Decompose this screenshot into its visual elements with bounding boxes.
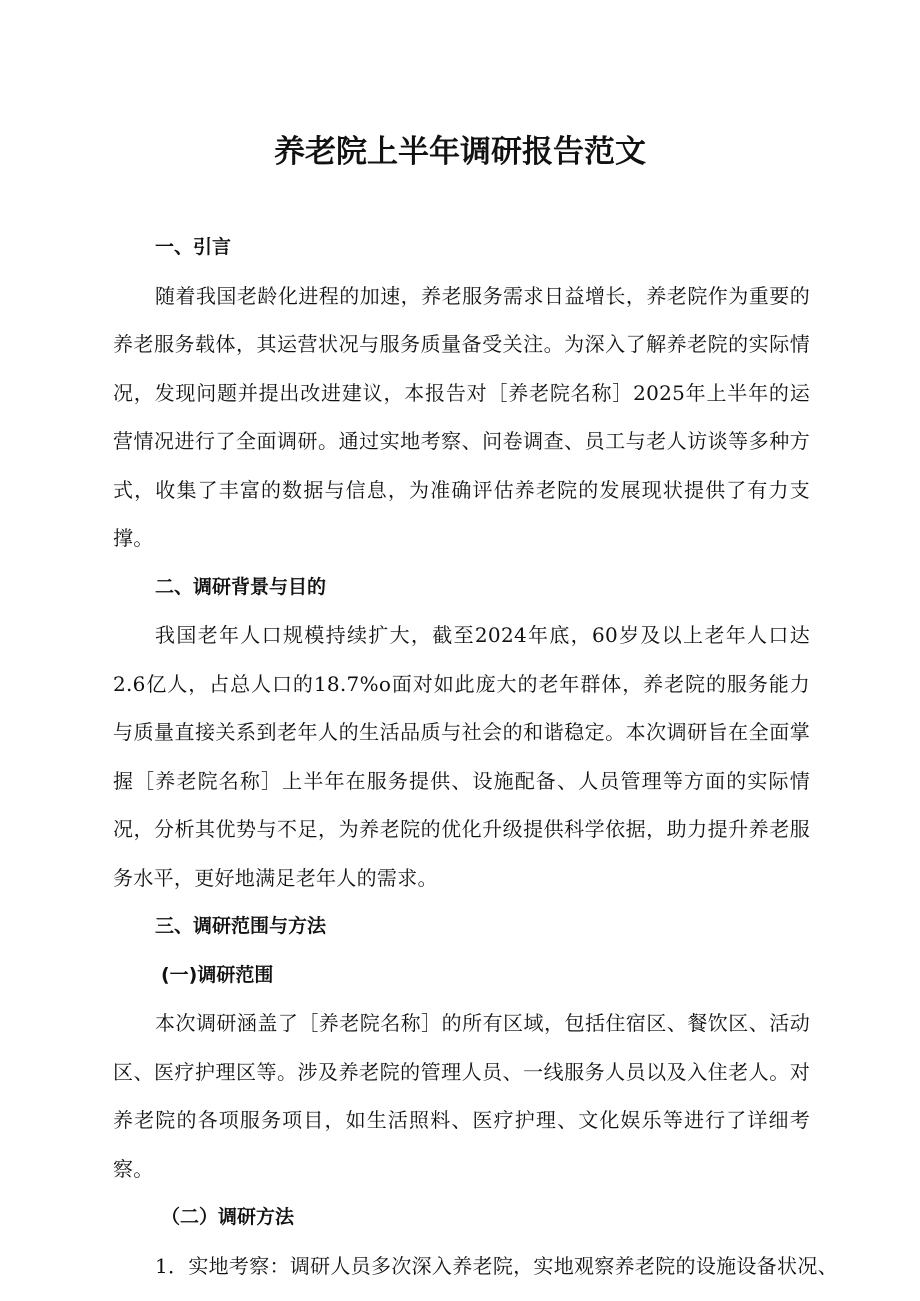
section-paragraph-background: 我国老年人口规模持续扩大，截至2024年底，60岁及以上老年人口达2.6亿人，占总人口的18.7%o面对如此庞大的老年群体，养老院的服务能力与质量直接关系到老年人的生活品质与社会的和谐稳定。本次调研旨在全面掌握［养老院名称］上半年在服务提供、设施配备、人员管理等方面的实际情况，分析其优势与不足，为养老院的优化升级提供科学依据，助力提升养老服务水平，更好地满足老年人的需求。: [113, 623, 810, 890]
list-item: 1．实地考察：调研人员多次深入养老院，实地观察养老院的设施设备状况、: [155, 1253, 838, 1278]
document-title: 养老院上半年调研报告范文: [274, 134, 646, 170]
section-heading-scope-methods: 三、调研范围与方法: [155, 915, 327, 937]
section-heading-background: 二、调研背景与目的: [155, 575, 327, 598]
section-paragraph-introduction: 随着我国老龄化进程的加速，养老服务需求日益增长，养老院作为重要的养老服务载体，其运营状况与服务质量备受关注。为深入了解养老院的实际情况，发现问题并提出改进建议，本报告对［养老院名称］2025年上半年的运营情况进行了全面调研。通过实地考察、问卷调查、员工与老人访谈等多种方式，收集了丰富的数据与信息，为准确评估养老院的发展现状提供了有力支撑。: [113, 283, 810, 550]
document-body: [113, 223, 838, 1290]
subsection-heading-methods: （二）调研方法: [161, 1206, 295, 1228]
subsection-paragraph-scope: 本次调研涵盖了［养老院名称］的所有区域，包括住宿区、餐饮区、活动区、医疗护理区等。涉及养老院的管理人员、一线服务人员以及入住老人。对养老院的各项服务项目，如生活照料、医疗护理、文化娱乐等进行了详细考察。: [113, 1011, 810, 1181]
section-heading-introduction: 一、引言: [155, 236, 232, 258]
subsection-heading-scope: (一)调研范围: [161, 963, 274, 986]
